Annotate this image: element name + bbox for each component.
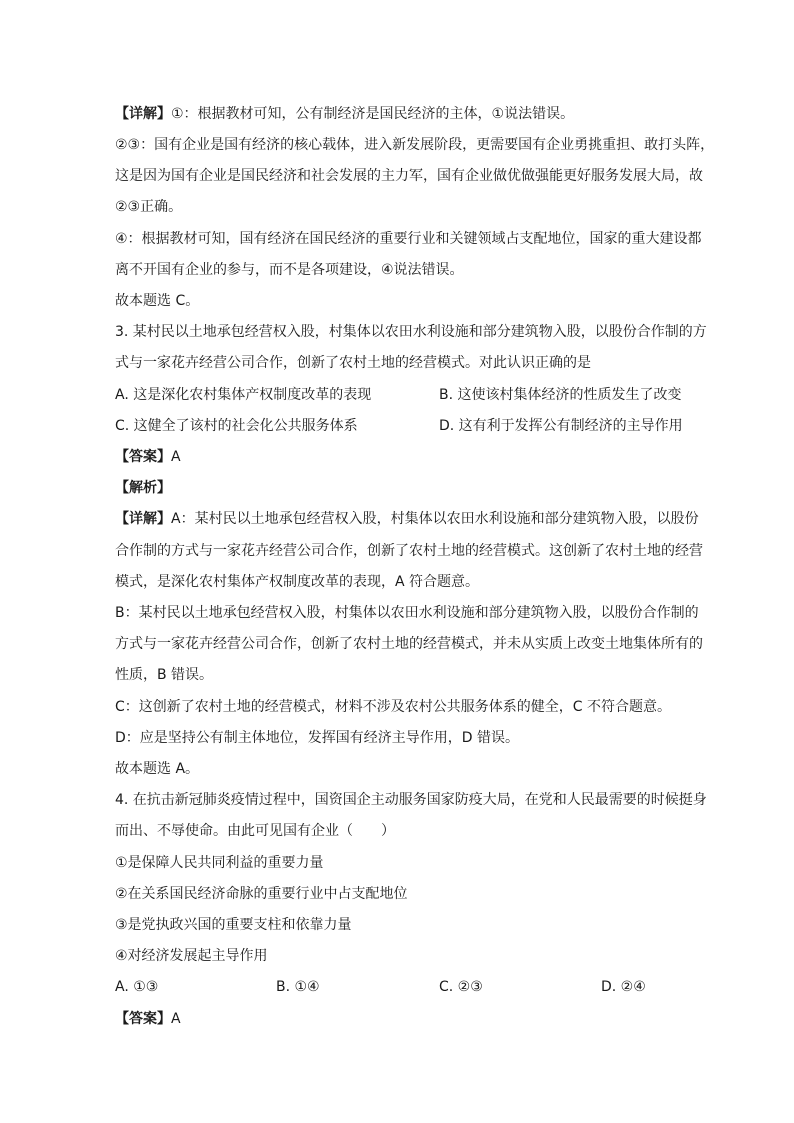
q3-detail-b-line-1: B：某村民以土地承包经营权入股，村集体以农田水利设施和部分建筑物入股，以股份合作制的 (115, 605, 699, 621)
answer-tag: 【答案】 (115, 449, 171, 465)
answer-value: A (171, 449, 181, 465)
q3-option-a: A. 这是深化农村集体产权制度改革的表现 (115, 387, 372, 403)
q3-detail-b-line-2: 方式与一家花卉经营公司合作，创新了农村土地的经营模式，并未从实质上改变土地集体所有的 (115, 636, 703, 652)
q2-detail-line-4: ②③正确。 (115, 199, 183, 215)
q4-option-c: C. ②③ (439, 979, 483, 995)
q4-item-4: ④对经济发展起主导作用 (115, 948, 268, 964)
q4-item-3: ③是党执政兴国的重要支柱和依靠力量 (115, 917, 352, 933)
q4-item-2: ②在关系国民经济命脉的重要行业中占支配地位 (115, 886, 408, 902)
q3-option-d: D. 这有利于发挥公有制经济的主导作用 (439, 418, 683, 434)
q3-stem-line-2: 式与一家花卉经营公司合作，创新了农村土地的经营模式。对此认识正确的是 (115, 355, 591, 371)
q4-stem-line-1: 4. 在抗击新冠肺炎疫情过程中，国资国企主动服务国家防疫大局，在党和人民最需要的时候挺身 (115, 792, 707, 808)
analysis-tag: 【解析】 (115, 480, 171, 496)
q2-detail-line-2: ②③：国有企业是国有经济的核心载体，进入新发展阶段，更需要国有企业勇挑重担、敢打头阵， (115, 137, 715, 153)
q2-conclusion: 故本题选 C。 (115, 293, 200, 309)
q2-detail-line-1 (115, 104, 574, 124)
q2-detail-line-6: 离不开国有企业的参与，而不是各项建设，④说法错误。 (115, 262, 464, 278)
q3-detail-c: C：这创新了农村土地的经营模式，材料不涉及农村公共服务体系的健全，C 不符合题意。 (115, 699, 671, 715)
q2-detail-line-5: ④：根据教材可知，国有经济在国民经济的重要行业和关键领域占支配地位，国家的重大建设都 (115, 231, 702, 247)
q4-option-d: D. ②④ (601, 979, 646, 995)
q4-answer (115, 1009, 181, 1029)
q4-item-1: ①是保障人民共同利益的重要力量 (115, 855, 324, 871)
q3-detail-b-line-3: 性质，B 错误。 (115, 667, 214, 683)
q2-detail-line-3: 这是因为国有企业是国民经济和社会发展的主力军，国有企业做优做强能更好服务发展大局，故 (115, 168, 703, 184)
q4-stem-line-2: 而出、不辱使命。由此可见国有企业（ ） (115, 823, 395, 839)
detail-text: A：某村民以土地承包经营权入股，村集体以农田水利设施和部分建筑物入股，以股份 (171, 511, 699, 527)
detail-tag: 【详解】 (115, 106, 171, 122)
answer-tag: 【答案】 (115, 1011, 171, 1027)
q3-detail-a-line-1 (115, 509, 699, 529)
q4-option-b: B. ①④ (276, 979, 320, 995)
q3-detail-a-line-2: 合作制的方式与一家花卉经营公司合作，创新了农村土地的经营模式。这创新了农村土地的经营 (115, 543, 703, 559)
q3-detail-a-line-3: 模式，是深化农村集体产权制度改革的表现，A 符合题意。 (115, 574, 480, 590)
q3-option-c: C. 这健全了该村的社会化公共服务体系 (115, 418, 358, 434)
answer-value: A (171, 1011, 181, 1027)
q3-conclusion: 故本题选 A。 (115, 761, 200, 777)
q3-answer (115, 447, 181, 467)
q3-stem-line-1: 3. 某村民以土地承包经营权入股，村集体以农田水利设施和部分建筑物入股，以股份合作制的方 (115, 324, 707, 340)
q4-option-a: A. ①③ (115, 979, 159, 995)
q3-option-b: B. 这使该村集体经济的性质发生了改变 (439, 387, 682, 403)
q3-analysis-heading (115, 478, 171, 498)
detail-text: ①：根据教材可知，公有制经济是国民经济的主体，①说法错误。 (171, 106, 575, 122)
detail-tag: 【详解】 (115, 511, 171, 527)
q3-detail-d: D：应是坚持公有制主体地位，发挥国有经济主导作用，D 错误。 (115, 730, 520, 746)
